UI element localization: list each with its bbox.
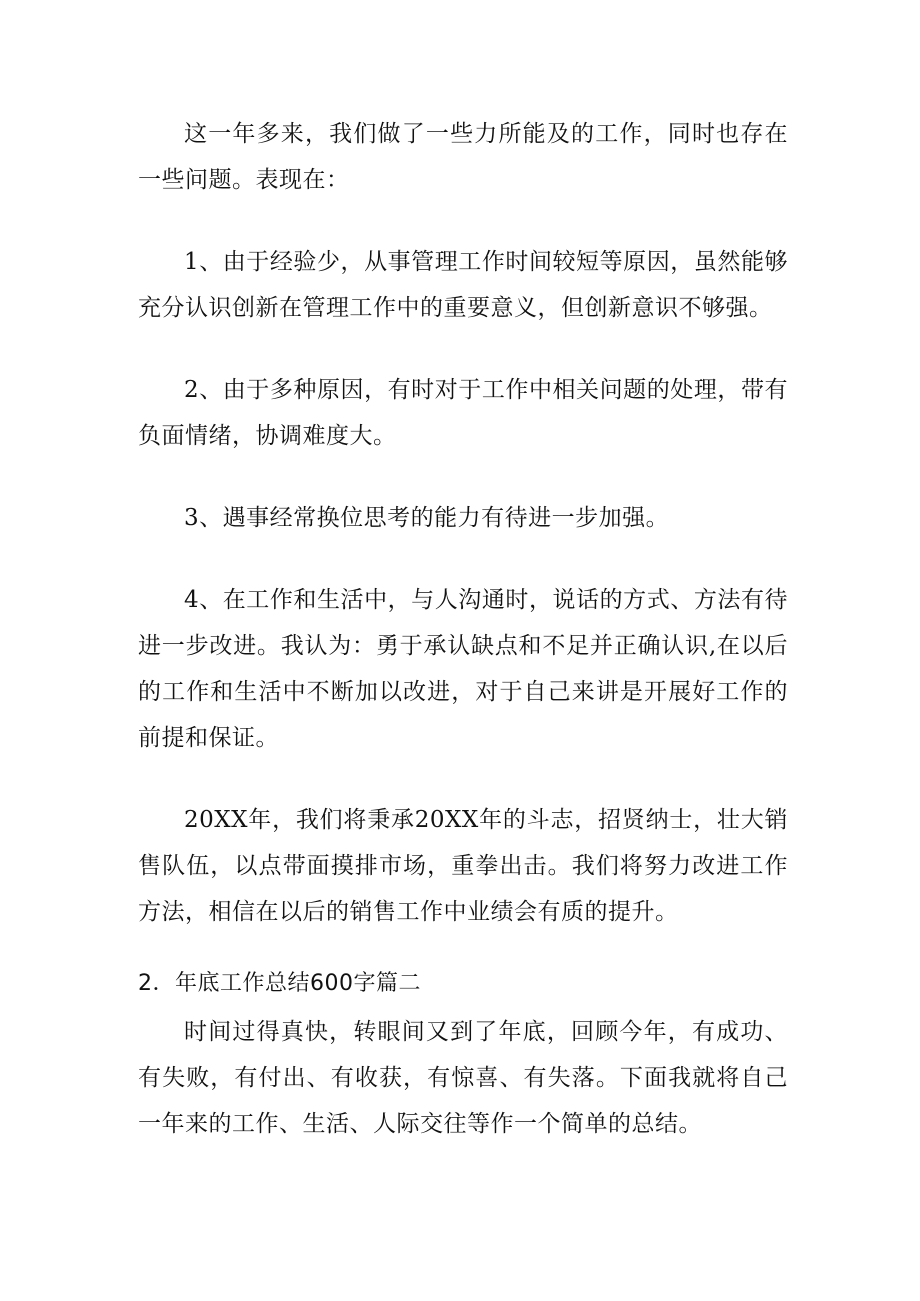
paragraph-item-4: 4、在工作和生活中，与人沟通时，说话的方式、方法有待进一步改进。我认为：勇于承认缺点和不足并正确认识,在以后的工作和生活中不断加以改进，对于自己来讲是开展好工作的前提和保证。 (138, 587, 788, 751)
paragraph-item-1: 1、由于经验少，从事管理工作时间较短等原因，虽然能够充分认识创新在管理工作中的重要意义，但创新意识不够强。 (138, 249, 788, 321)
paragraph-plan: 20XX年，我们将秉承20XX年的斗志，招贤纳士，壮大销售队伍，以点带面摸排市场，重拳出击。我们将努力改进工作方法，相信在以后的销售工作中业绩会有质的提升。 (138, 807, 788, 925)
paragraph-intro: 这一年多来，我们做了一些力所能及的工作，同时也存在一些问题。表现在： (138, 121, 788, 193)
paragraph-item-2: 2、由于多种原因，有时对于工作中相关问题的处理，带有负面情绪，协调难度大。 (138, 377, 788, 449)
paragraph-section-intro: 时间过得真快，转眼间又到了年底，回顾今年，有成功、有失败，有付出、有收获，有惊喜、有失落。下面我就将自己一年来的工作、生活、人际交往等作一个简单的总结。 (138, 1019, 788, 1137)
paragraph-item-3: 3、遇事经常换位思考的能力有待进一步加强。 (184, 505, 670, 531)
section-heading: 2．年底工作总结600字篇二 (138, 971, 421, 996)
